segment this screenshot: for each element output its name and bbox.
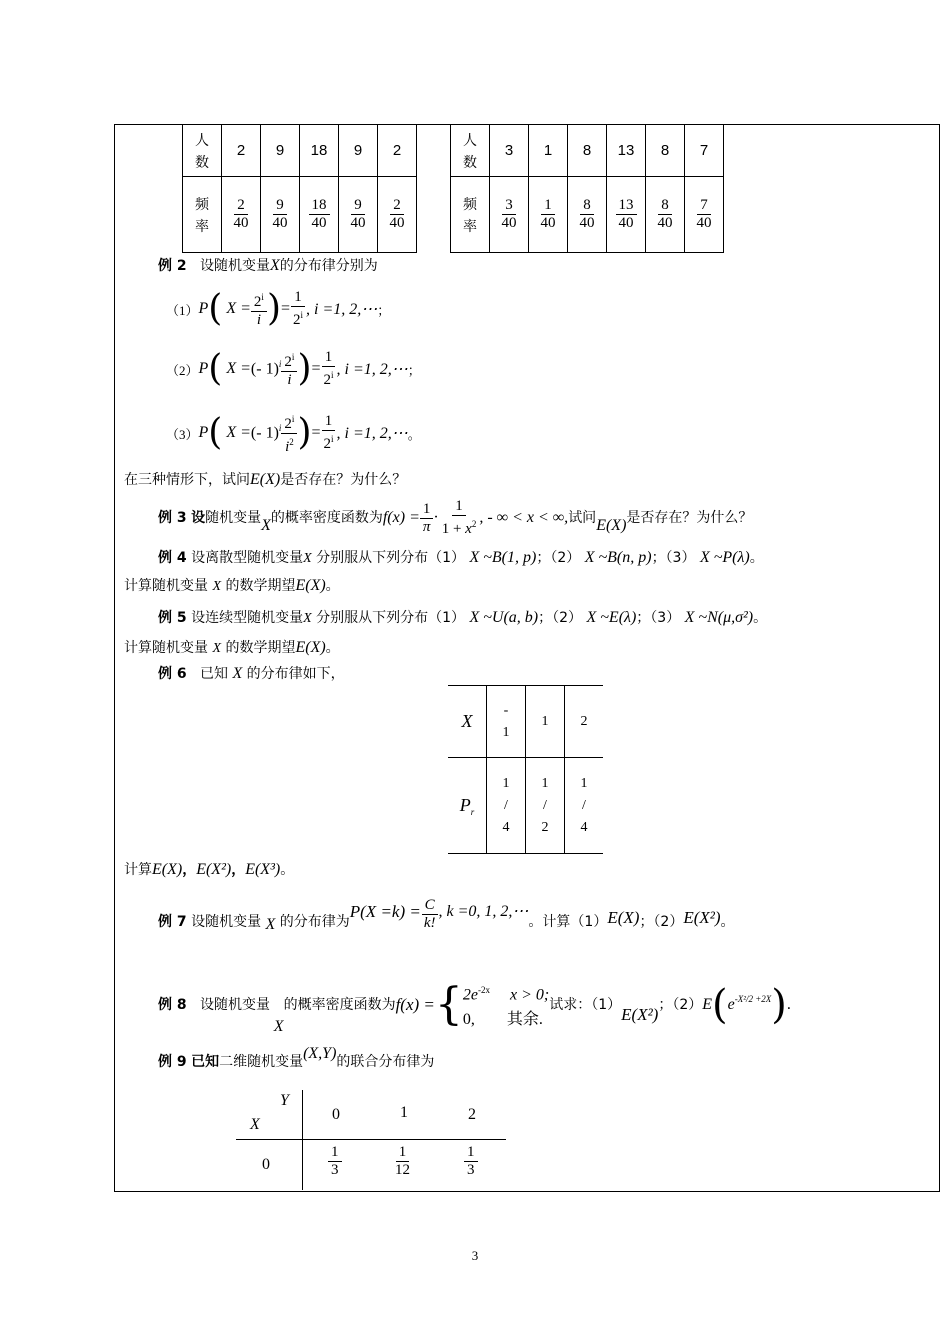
example-9-heading: 例 9 已知 二维随机变量 (X,Y) 的联合分布律为 [158,1045,435,1070]
example-2-case-3: （3） P ( X = (- 1)$^i$ $\frac{2^i}{i^2}$ ) = $\frac{1}{2^i}$ , i =1, 2,⋯ 。 [166,412,421,455]
frequency-cell: $\frac{2}{40}$ [378,177,417,253]
example-2-heading: 例 2 设随机变量X的分布律分别为 [158,257,378,274]
example-6-distribution-table [448,685,603,854]
y-value: 0 [332,1106,340,1123]
frequency-cell: $\frac{3}{40}$ [490,177,529,253]
frequency-table-right [450,124,724,253]
row-label-count: 人 数 [183,125,222,177]
header-p: $P_r$ [448,758,487,854]
joint-probability: $\frac{1}{3}$ [328,1144,342,1179]
frequency-cell: $\frac{8}{40}$ [568,177,607,253]
frequency-cell: $\frac{2}{40}$ [222,177,261,253]
frequency-cell: $\frac{1}{40}$ [529,177,568,253]
joint-probability: $\frac{1}{3}$ [464,1144,478,1179]
example-4-line-1: 例 4 设离散型随机变量X 分别服从下列分布（1） X ~B(1, p)；（2） X ~B(n, p)；（3） X ~P(λ)。 [158,549,764,566]
frequency-cell: $\frac{7}{40}$ [685,177,724,253]
count-cell: 1 [529,125,568,177]
probability-cell: 1 / 4 [580,775,588,835]
frequency-cell: $\frac{18}{40}$ [300,177,339,253]
example-6-heading: 例 6 已知 X 的分布律如下， [158,665,345,682]
example-5-line-1: 例 5 设连续型随机变量X 分别服从下列分布（1） X ~U(a, b)；（2） X ~E(λ)；（3） X ~N(μ,σ²)。 [158,609,768,626]
example-5-line-2: 计算随机变量 X 的数学期望E(X)。 [124,639,340,656]
row-label-frequency: 频 率 [451,177,490,253]
x-value-cell: 2 [580,713,588,729]
count-cell: 7 [685,125,724,177]
example-2-case-2: （2） P ( X = (- 1)$^i$ $\frac{2^i}{i}$ ) = $\frac{1}{2^i}$ , i =1, 2,⋯ ； [166,348,421,389]
joint-probability: $\frac{1}{12}$ [395,1144,410,1178]
x-value-cell: - 1 [487,686,526,758]
frequency-cell: $\frac{13}{40}$ [607,177,646,253]
row-label-count: 人 数 [451,125,490,177]
example-3: 例 3 设 随机变量 X 的概率密度函数为 f(x) = $\frac{1}{\pi}$ · $\frac{1}{1 + x^2}$ , - ∞ < x < ∞, 试问 E(X) 是否存在？为什么？ [158,498,753,537]
example-2-question: 在三种情形下，试问E(X)是否存在？为什么？ [124,471,407,488]
y-value: 1 [400,1104,408,1121]
frequency-cell: $\frac{9}{40}$ [261,177,300,253]
frequency-table-left [182,124,417,253]
count-cell: 2 [378,125,417,177]
count-cell: 8 [568,125,607,177]
example-6-question: 计算E(X)，E(X²)，E(X³)。 [124,861,295,878]
header-x: X [448,686,487,758]
example-9-joint-table [236,1090,506,1190]
example-8: 例 8 设随机变量 X 的概率密度函数为 f(x) = { $2e^{-2x}$ x > 0; 0, 其余. 试求：（1） E(X²) ；（2） E ( e $^{-X^2/2 +2X}$ ) . [158,979,791,1035]
example-7: 例 7 设随机变量 X 的分布律为 P(X =k) = $\frac{C}{k!}$ , k =0, 1, 2,⋯ 。计算（1） E(X) ；（2） E(X²) 。 [158,896,735,933]
count-cell: 9 [261,125,300,177]
corner-x: X [250,1116,260,1133]
example-4-line-2: 计算随机变量 X 的数学期望E(X)。 [124,577,340,594]
frequency-cell: $\frac{8}{40}$ [646,177,685,253]
x-value-cell: 1 [526,686,565,758]
x-value: 0 [262,1156,270,1173]
example-2-case-1: （1） P ( X = $\frac{2^i}{i}$ ) = $\frac{1}{2^i}$ , i =1, 2,⋯ ； [166,288,391,329]
count-cell: 3 [490,125,529,177]
y-value: 2 [468,1106,476,1123]
probability-cell: 1 / 4 [487,758,526,854]
corner-y: Y [280,1092,289,1109]
probability-cell: 1 / 2 [526,758,565,854]
row-label-frequency: 频 率 [183,177,222,253]
frequency-cell: $\frac{9}{40}$ [339,177,378,253]
page-number: 3 [471,1248,479,1263]
count-cell: 18 [300,125,339,177]
count-cell: 9 [339,125,378,177]
count-cell: 8 [646,125,685,177]
count-cell: 13 [607,125,646,177]
count-cell: 2 [222,125,261,177]
